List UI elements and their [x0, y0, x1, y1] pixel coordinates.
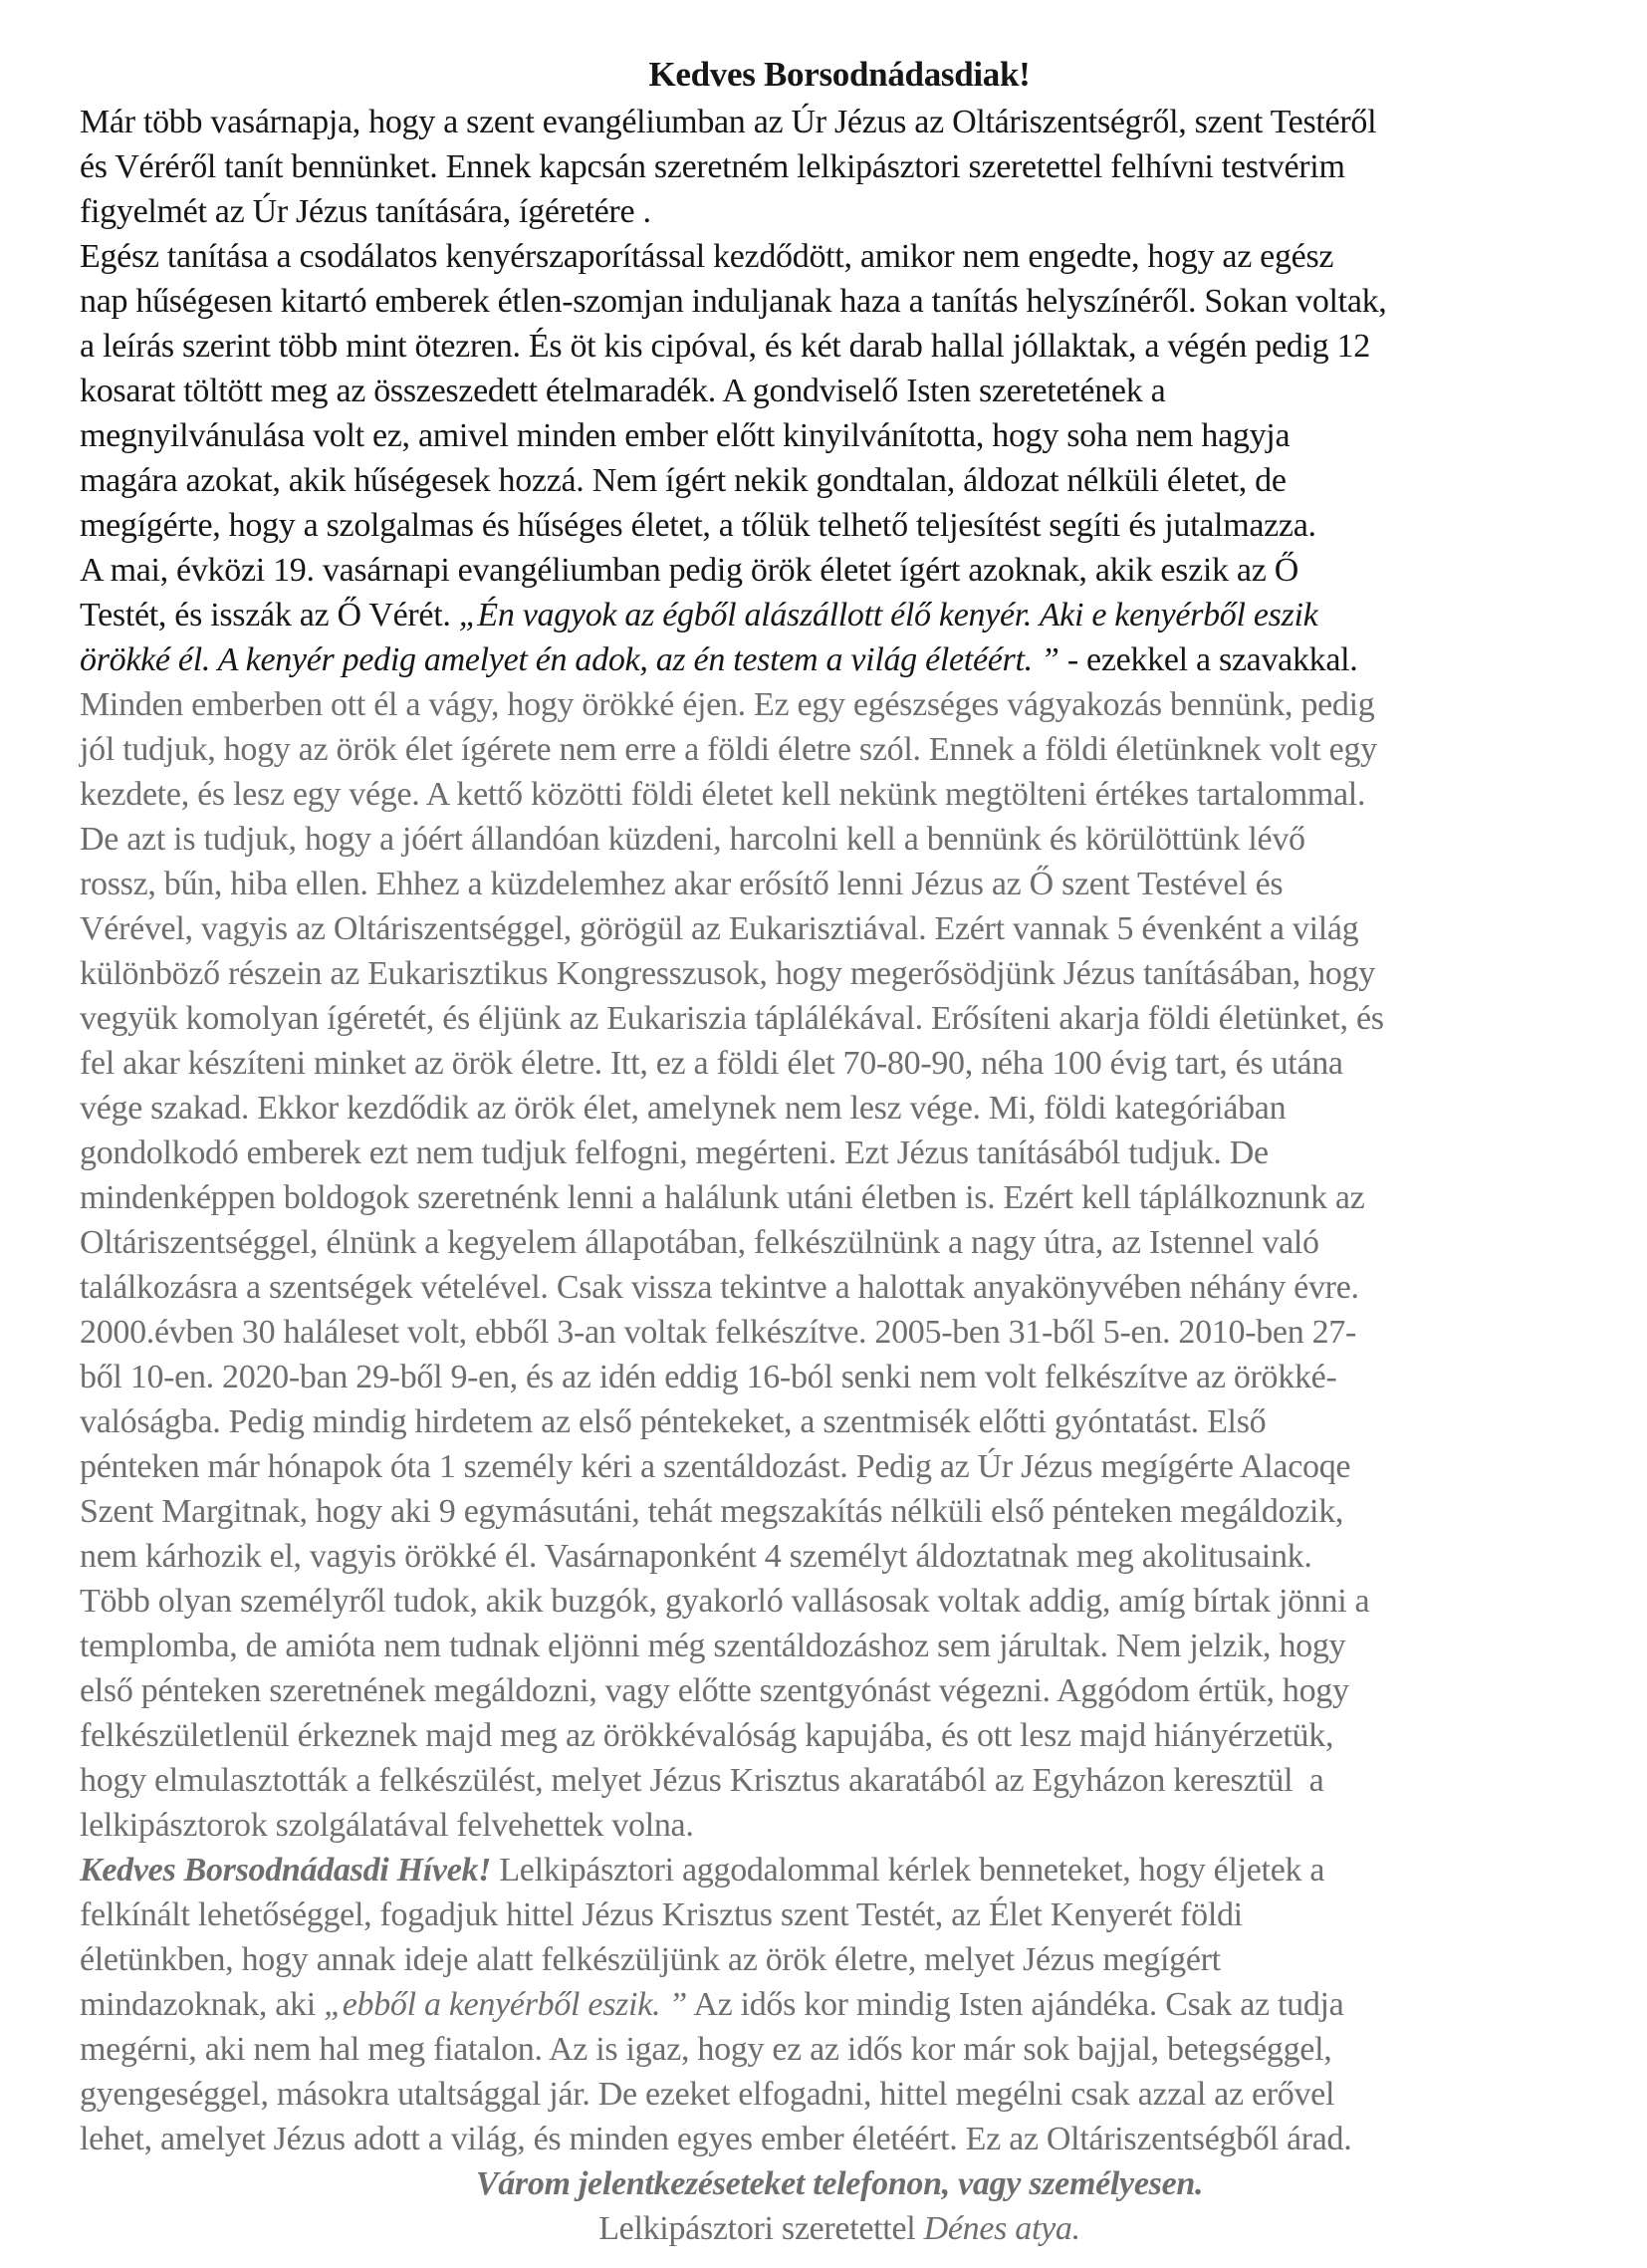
text-run: és Véréről tanít bennünket. Ennek kapcsán szeretném lelkipásztori szeretettel felhívni testvérim — [80, 148, 1345, 185]
text-line — [80, 1444, 1599, 1489]
text-run: „Én vagyok az égből alászállott élő kenyér. Aki e kenyérből eszik — [458, 597, 1318, 633]
text-line — [80, 1758, 1599, 1803]
text-line — [80, 637, 1599, 682]
text-run: nem kárhozik el, vagyis örökké él. Vasárnaponként 4 személyt áldoztatnak meg akolitusaink. — [80, 1538, 1312, 1575]
text-line — [80, 727, 1599, 772]
text-line — [80, 906, 1599, 951]
text-line — [80, 593, 1599, 637]
text-line — [80, 279, 1599, 324]
text-run: Már több vasárnapja, hogy a szent evangéliumban az Úr Jézus az Oltáriszentségről, szent Testéről — [80, 104, 1377, 140]
text-line — [80, 1713, 1599, 1758]
text-run: Oltáriszentséggel, élnünk a kegyelem állapotában, felkészülnünk a nagy útra, az Istennel való — [80, 1224, 1319, 1261]
text-run: kezdete, és lesz egy vége. A kettő közötti földi életet kell nekünk megtölteni értékes tartalommal. — [80, 776, 1366, 813]
text-line — [80, 1624, 1599, 1668]
text-run: Testét, és isszák az Ő Vérét. — [80, 597, 459, 633]
text-run: életünkben, hogy annak ideje alatt felkészüljünk az örök életre, melyet Jézus megígért — [80, 1941, 1221, 1978]
text-line — [80, 951, 1599, 996]
text-line — [80, 1534, 1599, 1579]
text-line — [80, 100, 1599, 144]
text-run: valóságba. Pedig mindig hirdetem az első péntekeket, a szentmisék előtti gyóntatást. Első — [80, 1403, 1267, 1440]
text-run: vegyük komolyan ígéretét, és éljünk az Eukariszia táplálékával. Erősíteni akarja földi életünket, és — [80, 1000, 1384, 1037]
text-run: megígérte, hogy a szolgalmas és hűséges életet, a tőlük telhető teljesítést segíti és jutalmazza. — [80, 507, 1316, 544]
text-run: A mai, évközi 19. vasárnapi evangéliumban pedig örök életet ígért azoknak, akik eszik az Ő — [80, 552, 1298, 589]
text-run: Több olyan személyről tudok, akik buzgók, gyakorló vallásosak voltak addig, amíg bírtak jönni a — [80, 1583, 1370, 1620]
text-run: első pénteken szeretnének megáldozni, vagy előtte szentgyónást végezni. Aggódom értük, hogy — [80, 1672, 1349, 1709]
text-run: Kedves Borsodnádasdi Hívek! — [80, 1852, 492, 1889]
page-title: Kedves Borsodnádasdiak! — [648, 55, 1031, 94]
text-run: nap hűségesen kitartó emberek étlen-szomjan induljanak haza a tanítás helyszínéről. Sokan voltak, — [80, 283, 1387, 320]
text-run: Várom jelentkezéseteket telefonon, vagy személyesen. — [475, 2165, 1204, 2202]
text-line — [80, 1982, 1599, 2027]
text-run: megnyilvánulása volt ez, amivel minden ember előtt kinyilvánította, hogy soha nem hagyja — [80, 417, 1291, 454]
text-line — [80, 2072, 1599, 2117]
text-line — [80, 2206, 1599, 2251]
text-line — [80, 1579, 1599, 1624]
text-run: örökké él. A kenyér pedig amelyet én adok, az én testem a világ életéért. ” — [80, 641, 1059, 678]
text-run: kosarat töltött meg az összeszedett ételmaradék. A gondviselő Isten szeretetének a — [80, 373, 1166, 409]
text-line — [80, 1892, 1599, 1937]
text-run: Vérével, vagyis az Oltáriszentséggel, görögül az Eukarisztiával. Ezért vannak 5 évenként a világ — [80, 910, 1359, 947]
body-text — [80, 100, 1599, 2251]
text-run: templomba, de amióta nem tudnak eljönni még szentáldozáshoz sem járultak. Nem jelzik, hogy — [80, 1628, 1346, 1664]
text-line — [80, 1489, 1599, 1534]
text-run: pénteken már hónapok óta 1 személy kéri a szentáldozást. Pedig az Úr Jézus megígérte Alacoqe — [80, 1448, 1351, 1485]
text-run: Minden emberben ott él a vágy, hogy örökké éjen. Ez egy egészséges vágyakozás bennünk, pedig — [80, 686, 1375, 723]
text-line — [80, 1131, 1599, 1175]
text-run: hogy elmulasztották a felkészülést, melyet Jézus Krisztus akaratából az Egyházon keresztül a — [80, 1762, 1324, 1799]
text-line — [80, 996, 1599, 1041]
text-run: 2000.évben 30 haláleset volt, ebből 3-an voltak felkészítve. 2005-ben 31-ből 5-en. 2010-ben 27- — [80, 1314, 1357, 1351]
text-run: felkészületlenül érkeznek majd meg az örökkévalóság kapujába, és ott lesz majd hiányérzetük, — [80, 1717, 1334, 1754]
text-line — [80, 1355, 1599, 1399]
text-run: Lelkipásztori aggodalommal kérlek benneteket, hogy éljetek a — [491, 1852, 1325, 1889]
text-run: Szent Margitnak, hogy aki 9 egymásutáni, tehát megszakítás nélküli első pénteken megáldozik, — [80, 1493, 1344, 1530]
text-line — [80, 144, 1599, 189]
text-line — [80, 1668, 1599, 1713]
text-run: jól tudjuk, hogy az örök élet ígérete nem erre a földi életre szól. Ennek a földi életünknek volt egy — [80, 731, 1377, 768]
text-run: lehet, amelyet Jézus adott a világ, és minden egyes ember életéért. Ez az Oltáriszentségből árad. — [80, 2121, 1352, 2157]
text-run: mindazoknak, aki — [80, 1986, 325, 2023]
text-run: különböző részein az Eukarisztikus Kongresszusok, hogy megerősödjünk Jézus tanításában, hogy — [80, 955, 1375, 992]
text-line — [80, 413, 1599, 458]
text-line — [80, 548, 1599, 593]
text-run: rossz, bűn, hiba ellen. Ehhez a küzdelemhez akar erősítő lenni Jézus az Ő szent Testével és — [80, 866, 1284, 902]
text-line — [80, 1803, 1599, 1848]
text-run: - ezekkel a szavakkal. — [1059, 641, 1358, 678]
text-line — [80, 369, 1599, 413]
text-run: Egész tanítása a csodálatos kenyérszaporítással kezdődött, amikor nem engedte, hogy az egész — [80, 238, 1334, 275]
text-run: „ebből a kenyérből eszik. ” — [324, 1986, 687, 2023]
text-run: magára azokat, akik hűségesek hozzá. Nem ígért nekik gondtalan, áldozat nélküli életet, de — [80, 462, 1287, 499]
text-run: találkozásra a szentségek vételével. Csak vissza tekintve a halottak anyakönyvében néhány évre. — [80, 1269, 1359, 1306]
text-line — [80, 772, 1599, 817]
text-line — [80, 1265, 1599, 1310]
text-run: gyengeséggel, másokra utaltsággal jár. De ezeket elfogadni, hittel megélni csak azzal az erővel — [80, 2076, 1335, 2113]
text-line — [80, 189, 1599, 234]
text-run: ből 10-en. 2020-ban 29-ből 9-en, és az idén eddig 16-ból senki nem volt felkészítve az örökké- — [80, 1359, 1337, 1395]
text-line — [80, 2027, 1599, 2072]
text-run: gondolkodó emberek ezt nem tudjuk felfogni, megérteni. Ezt Jézus tanításából tudjuk. De — [80, 1134, 1269, 1171]
text-line — [80, 2161, 1599, 2206]
text-line — [80, 1310, 1599, 1355]
text-line — [80, 1175, 1599, 1220]
text-run: vége szakad. Ekkor kezdődik az örök élet, amelynek nem lesz vége. Mi, földi kategóriában — [80, 1090, 1287, 1127]
text-line — [80, 458, 1599, 503]
text-run: figyelmét az Úr Jézus tanítására, ígéretére . — [80, 193, 651, 230]
text-line — [80, 1399, 1599, 1444]
text-line — [80, 862, 1599, 906]
text-run: De azt is tudjuk, hogy a jóért állandóan küzdeni, harcolni kell a bennünk és körülöttünk lévő — [80, 821, 1305, 858]
text-line — [80, 2117, 1599, 2161]
text-line — [80, 503, 1599, 548]
text-line — [80, 1937, 1599, 1982]
text-line — [80, 234, 1599, 279]
text-run: megérni, aki nem hal meg fiatalon. Az is igaz, hogy ez az idős kor már sok bajjal, betegséggel, — [80, 2031, 1332, 2068]
text-run: Lelkipásztori szeretettel — [598, 2210, 924, 2247]
text-run: a leírás szerint több mint ötezren. És öt kis cipóval, és két darab hallal jóllaktak, a végén pedig 12 — [80, 328, 1370, 365]
text-line — [80, 1086, 1599, 1131]
text-line — [80, 1041, 1599, 1086]
text-line — [80, 1220, 1599, 1265]
text-line — [80, 1848, 1599, 1892]
text-run: Az idős kor mindig Isten ajándéka. Csak az tudja — [687, 1986, 1344, 2023]
text-run: lelkipásztorok szolgálatával felvehettek volna. — [80, 1807, 694, 1844]
text-line — [80, 817, 1599, 862]
text-run: mindenképpen boldogok szeretnénk lenni a halálunk utáni életben is. Ezért kell táplálkoznunk az — [80, 1179, 1365, 1216]
text-run: fel akar készíteni minket az örök életre. Itt, ez a földi élet 70-80-90, néha 100 évig tart, és utána — [80, 1045, 1343, 1082]
text-line — [80, 324, 1599, 369]
text-line — [80, 682, 1599, 727]
text-run: felkínált lehetőséggel, fogadjuk hittel Jézus Krisztus szent Testét, az Élet Kenyerét földi — [80, 1896, 1243, 1933]
text-run: Dénes atya. — [923, 2210, 1080, 2247]
